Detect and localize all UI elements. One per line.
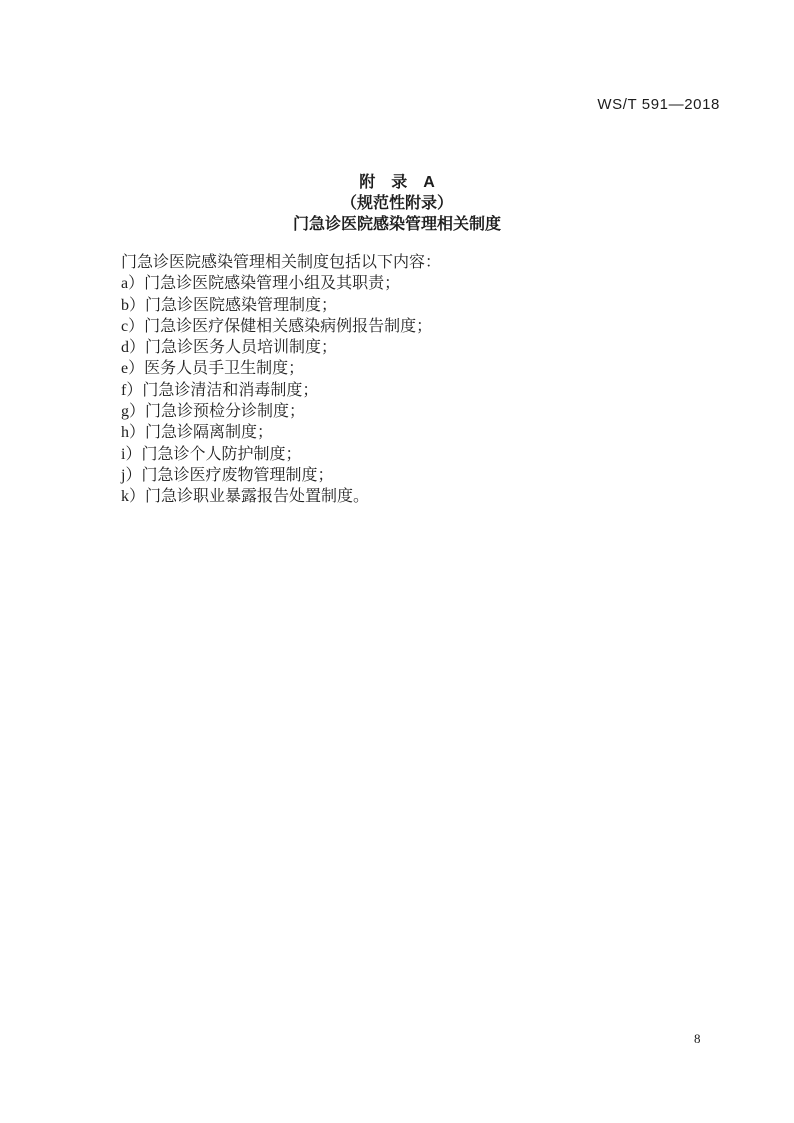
list-item-text: 门急诊清洁和消毒制度； (142, 381, 319, 399)
list-item (121, 486, 714, 507)
list-item (121, 422, 714, 443)
list-item (121, 273, 714, 294)
intro-line: 门急诊医院感染管理相关制度包括以下内容： (121, 254, 442, 271)
list-item (121, 295, 714, 316)
list-item-text: 医务人员手卫生制度； (144, 360, 305, 378)
list-item-marker: k） (121, 488, 146, 506)
list-item-marker: f） (121, 381, 143, 399)
standard-number-header: WS/T 591—2018 (597, 96, 720, 113)
appendix-body (121, 252, 714, 508)
list-item (121, 465, 714, 486)
list-item (121, 380, 714, 401)
appendix-title-block (0, 172, 794, 235)
appendix-heading: 门急诊医院感染管理相关制度 (292, 216, 501, 233)
list-item-text: 门急诊隔离制度； (145, 424, 274, 442)
list-item (121, 316, 714, 337)
appendix-subtitle: （规范性附录） (340, 195, 453, 212)
list-item-marker: h） (121, 424, 146, 442)
list-item-text: 门急诊个人防护制度； (141, 445, 302, 463)
list-item (121, 337, 714, 358)
list-item-text: 门急诊医院感染管理小组及其职责； (144, 275, 401, 293)
list-item-marker: i） (121, 445, 142, 463)
list-item-text: 门急诊医院感染管理制度； (145, 296, 338, 314)
list-item (121, 358, 714, 379)
list-item-marker: e） (121, 360, 145, 378)
list-item-text: 门急诊医疗保健相关感染病例报告制度； (144, 317, 433, 335)
list-item-marker: a） (121, 275, 145, 293)
appendix-title: 附 录 A (359, 174, 435, 191)
list-item-marker: b） (121, 296, 146, 314)
list-item-marker: g） (121, 403, 146, 421)
list-item-marker: c） (121, 317, 145, 335)
list-item (121, 401, 714, 422)
page-number: 8 (694, 1031, 701, 1046)
list-item-marker: j） (121, 466, 142, 484)
list-item (121, 444, 714, 465)
list-item-text: 门急诊医疗废物管理制度； (141, 466, 334, 484)
list-item-text: 门急诊职业暴露报告处置制度。 (145, 488, 370, 506)
list-item-marker: d） (121, 339, 146, 357)
list-item-text: 门急诊医务人员培训制度； (145, 339, 338, 357)
list-item-text: 门急诊预检分诊制度； (145, 403, 306, 421)
